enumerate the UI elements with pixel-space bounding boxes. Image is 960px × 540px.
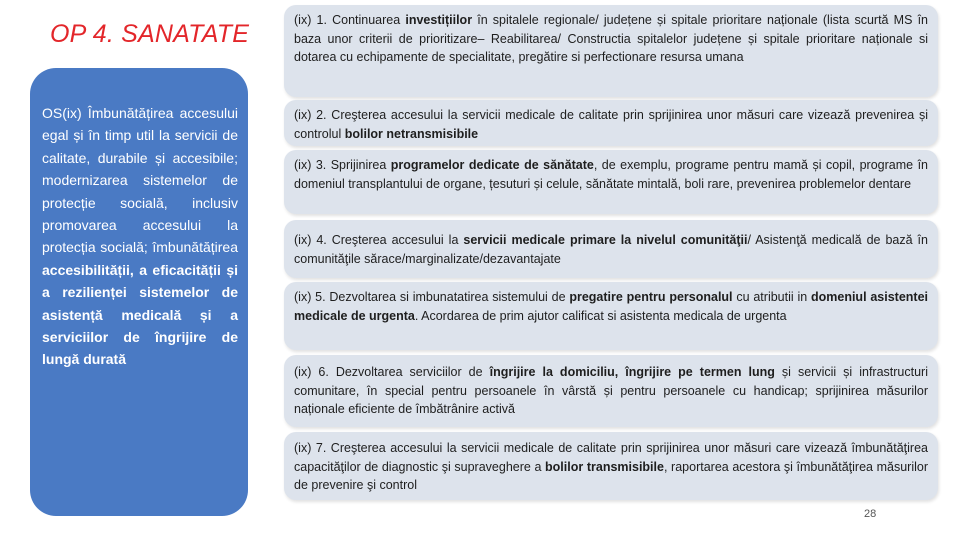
objective-text-bold: accesibilității, a eficacității și a rezilienței sistemelor de asistență medicală și a serviciilor de îngrijire de lungă durată	[42, 261, 238, 368]
measure-5-emphasis-2: domeniul asistentei medicale de urgenta	[294, 290, 929, 323]
measure-box-3	[284, 150, 938, 214]
measure-box-5	[284, 282, 938, 350]
objective-panel	[30, 68, 248, 516]
measure-3-text: (ix) 3. Sprijinirea	[294, 158, 391, 172]
objective-text	[42, 102, 238, 371]
page-title: OP 4. SANATATE	[50, 20, 250, 48]
measure-4-text-cont: / Asistenţă medicală de bază în comunităţile sărace/marginalizate/dezavantajate	[294, 233, 928, 266]
measure-5-text: (ix) 5. Dezvoltarea si imbunatatirea sistemului de	[294, 290, 570, 304]
measure-3-emphasis: programelor dedicate de sănătate	[390, 158, 594, 172]
measure-1-text: (ix) 1. Continuarea	[294, 13, 406, 27]
measure-6-emphasis: îngrijire la domiciliu, îngrijire pe termen lung	[489, 365, 775, 379]
measure-1-emphasis: investițiilor	[405, 13, 473, 27]
measure-1-text-cont: în spitalele regionale/ județene și spitale prioritare naționale (lista scurtă MS în baza unor criterii de prioritizare– Reabilitarea/ Constructia spitalelor județene și spitale prioritare naționale si dotarea cu echipamente de specialitate, pregătire si perfectionare resursa umana	[294, 13, 928, 64]
measure-6-text-cont: și servicii și infrastructuri comunitare, în special pentru persoanele în vârstă și pentru persoanele cu handicap; sprijinirea măsurilor naționale eficiente de îmbătrânire activă	[294, 365, 928, 416]
measure-5-text-end: . Acordarea de prim ajutor calificat si asistenta medicala de urgenta	[414, 308, 787, 323]
objective-text-regular: OS(ix) Îmbunătățirea accesului egal și în timp util la servicii de calitate, durabile și accesibile; modernizarea sistemelor de protecție socială, inclusiv promovarea accesului la protecția socială; îmbunătățirea	[42, 105, 238, 256]
measure-2-text: (ix) 2. Creşterea accesului la servicii medicale de calitate prin sprijinirea unor măsuri care vizează prevenirea și controlul	[294, 108, 928, 141]
measure-box-1	[284, 5, 938, 97]
measure-7-emphasis: bolilor transmisibile	[545, 459, 664, 474]
measure-4-emphasis: servicii medicale primare la nivelul comunităţii	[463, 233, 748, 247]
page-number: 28	[864, 508, 877, 520]
measure-box-7	[284, 432, 938, 500]
measure-box-4	[284, 220, 938, 278]
measure-7-text-cont: , raportarea acestora şi îmbunătăţirea măsurilor de prevenire şi control	[294, 459, 928, 492]
measure-6-text: (ix) 6. Dezvoltarea serviciilor de	[294, 365, 490, 379]
measure-4-text: (ix) 4. Creşterea accesului la	[294, 233, 464, 247]
measure-box-6	[284, 355, 938, 427]
measure-3-text-cont: , de exemplu, programe pentru mamă și copil, programe în domeniul transplantului de organe, țesuturi și celule, sănătate mintală, boli rare, prevenirea problemelor dentare	[294, 158, 929, 191]
measure-5-emphasis: pregatire pentru personalul	[569, 290, 733, 304]
measure-7-text: (ix) 7. Creşterea accesului la servicii medicale de calitate prin sprijinirea unor măsuri care vizează îmbunătăţirea capacităţilor de diagnostic şi supraveghere a	[294, 441, 928, 474]
measure-box-2	[284, 100, 938, 146]
measure-5-text-cont: cu atributii in	[732, 290, 811, 304]
measure-2-emphasis: bolilor netransmisibile	[344, 126, 479, 141]
